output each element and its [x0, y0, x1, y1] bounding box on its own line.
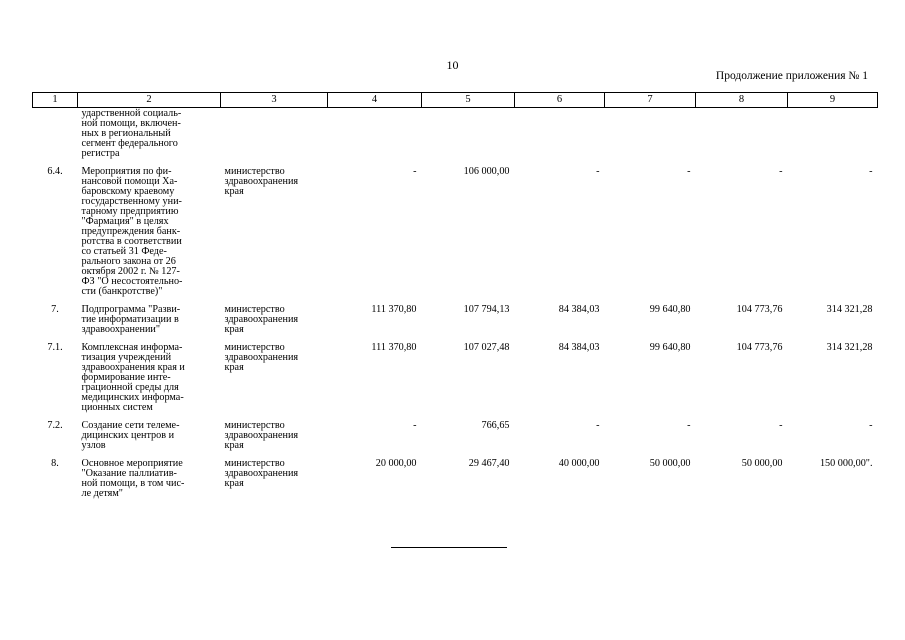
table-row: [33, 161, 878, 299]
executor: министерство здравоохранения края: [224, 420, 299, 451]
funding-value: 111 370,80: [371, 342, 417, 353]
table-row: [33, 337, 878, 415]
column-header: 5: [422, 93, 515, 108]
funding-value: 106 000,00: [463, 166, 510, 177]
funding-value: 107 794,13: [463, 304, 510, 315]
executor: министерство здравоохранения края: [224, 304, 299, 335]
executor: министерство здравоохранения края: [224, 342, 299, 373]
continuation-label: Продолжение приложения № 1: [715, 70, 868, 82]
funding-value: 111 370,80: [371, 304, 417, 315]
funding-value: 50 000,00: [741, 458, 783, 469]
funding-value: 40 000,00: [558, 458, 600, 469]
appendix-table-container: [32, 92, 877, 501]
funding-value: 766,65: [481, 420, 510, 431]
executor: министерство здравоохранения края: [224, 458, 299, 489]
measure-name: Комплексная информа- тизация учреждений здравоохранения края и формирование инте- грационной среды для медицинских информа- ционных систем: [81, 342, 185, 413]
column-header: 9: [788, 93, 878, 108]
continued-description: ударственной социаль- ной помощи, включен- ных в региональный сегмент федерального регистра: [81, 108, 182, 159]
funding-value: -: [869, 420, 873, 431]
row-number: 8.: [51, 458, 59, 469]
funding-value: 99 640,80: [649, 342, 691, 353]
column-header: 4: [328, 93, 422, 108]
funding-value: -: [779, 420, 783, 431]
measure-name: Основное мероприятие "Оказание паллиатив- ной помощи, в том чис- ле детям": [81, 458, 185, 499]
funding-value: 104 773,76: [736, 342, 783, 353]
row-number: 7.1.: [47, 342, 63, 353]
funding-value: 107 027,48: [463, 342, 510, 353]
column-header: 8: [696, 93, 788, 108]
funding-value: -: [596, 420, 600, 431]
appendix-table: [32, 92, 878, 501]
measure-name: Подпрограмма "Разви- тие информатизации в здравоохранении": [81, 304, 181, 335]
table-row: [33, 299, 878, 337]
column-header: 1: [33, 93, 78, 108]
column-header: 6: [515, 93, 605, 108]
table-row-continuation: [33, 108, 878, 162]
executor: министерство здравоохранения края: [224, 166, 299, 197]
funding-value: 104 773,76: [736, 304, 783, 315]
funding-value: 314 321,28: [826, 304, 873, 315]
column-header: 3: [221, 93, 328, 108]
funding-value: 20 000,00: [375, 458, 417, 469]
column-header: 2: [78, 93, 221, 108]
funding-value: 84 384,03: [558, 342, 600, 353]
funding-value: 84 384,03: [558, 304, 600, 315]
column-header: 7: [605, 93, 696, 108]
row-number: 6.4.: [47, 166, 63, 177]
funding-value: -: [596, 166, 600, 177]
table-row: [33, 453, 878, 501]
funding-value: -: [779, 166, 783, 177]
row-number: 7.: [51, 304, 59, 315]
measure-name: Создание сети телеме- дицинских центров и узлов: [81, 420, 180, 451]
measure-name: Мероприятия по фи- нансовой помощи Ха- баровскому краевому государственному уни- тарному предприятию "Фармация" в целях предупреждения банк- ротства в соответствии со статьей 31 Феде- рального закона от 26 октября 2002 г. № 127- ФЗ "О несостоятельно- сти (банкротстве)": [81, 166, 183, 297]
funding-value: -: [413, 166, 417, 177]
funding-value: 50 000,00: [649, 458, 691, 469]
funding-value: -: [869, 166, 873, 177]
funding-value: 150 000,00".: [819, 458, 873, 469]
table-header-row: [33, 93, 878, 108]
funding-value: -: [413, 420, 417, 431]
funding-value: 29 467,40: [468, 458, 510, 469]
funding-value: -: [687, 166, 691, 177]
footer-separator-line: [391, 547, 507, 548]
page-number: 10: [446, 58, 459, 72]
table-row: [33, 415, 878, 453]
funding-value: 314 321,28: [826, 342, 873, 353]
funding-value: 99 640,80: [649, 304, 691, 315]
row-number: 7.2.: [47, 420, 63, 431]
funding-value: -: [687, 420, 691, 431]
